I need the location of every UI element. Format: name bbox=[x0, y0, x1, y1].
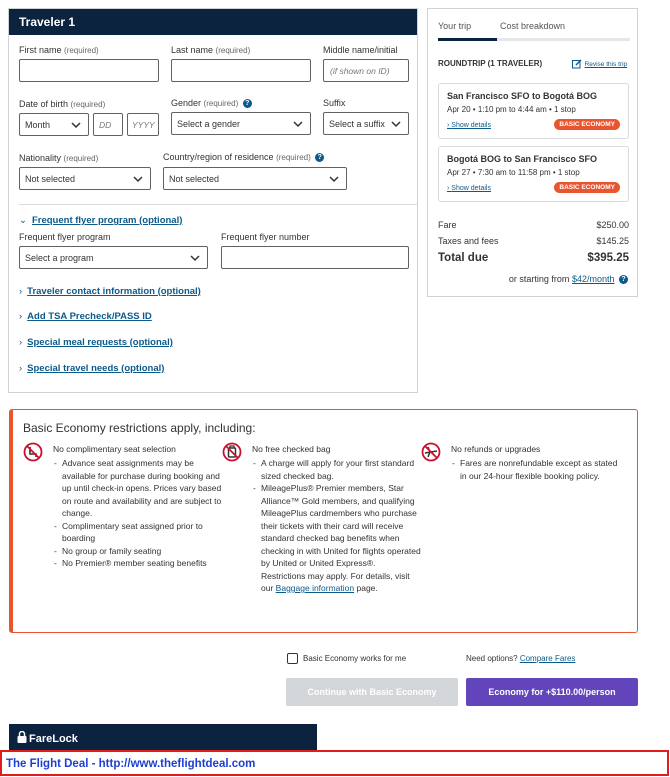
taxes-label: Taxes and fees bbox=[438, 236, 499, 246]
travel-needs-label: Special travel needs (optional) bbox=[27, 363, 165, 374]
restrictions-title: Basic Economy restrictions apply, including: bbox=[23, 421, 256, 435]
trip-summary-card bbox=[427, 8, 638, 297]
info-icon[interactable]: ? bbox=[243, 99, 252, 108]
ffn-label: Frequent flyer number bbox=[221, 232, 310, 242]
restriction-heading: No complimentary seat selection bbox=[53, 444, 176, 454]
last-name-label: Last name (required) bbox=[171, 45, 251, 55]
restriction-seat bbox=[23, 442, 223, 627]
chevron-right-icon: › bbox=[19, 363, 23, 374]
dob-day-placeholder: DD bbox=[99, 120, 112, 130]
compare-fares bbox=[466, 654, 575, 663]
flight-details: Apr 27 • 7:30 am to 11:58 pm • 1 stop bbox=[447, 168, 580, 177]
residence-select[interactable] bbox=[163, 167, 347, 190]
fare-row bbox=[438, 220, 629, 230]
middle-name-label: Middle name/initial bbox=[323, 45, 398, 55]
residence-label: Country/region of residence (required) ? bbox=[163, 152, 324, 162]
no-seat-icon bbox=[23, 442, 43, 462]
dob-year-input[interactable] bbox=[127, 113, 159, 136]
restriction-list bbox=[252, 457, 422, 595]
ffp-label: Frequent flyer program bbox=[19, 232, 111, 242]
chevron-down-icon bbox=[132, 173, 144, 185]
no-bag-icon bbox=[222, 442, 242, 462]
ffp-section-label: Frequent flyer program (optional) bbox=[31, 215, 183, 226]
chevron-down-icon bbox=[189, 252, 201, 264]
info-icon[interactable]: ? bbox=[619, 275, 628, 284]
restriction-heading: No free checked bag bbox=[252, 444, 331, 454]
starting-text: or starting from bbox=[508, 274, 570, 284]
watermark-banner bbox=[0, 750, 669, 776]
tab-your-trip[interactable]: Your trip bbox=[438, 21, 472, 31]
list-item-text: MileagePlus® Premier members, Star Alliance™ Gold members, and qualifying MileagePlus cardmembers who purchase their tickets with their card will receive standard checked bag benefits when checking in with United for flights operated by United or United Express®. Restrictions may apply. For details, visit our bbox=[261, 483, 421, 593]
monthly-payment bbox=[509, 274, 628, 284]
contact-info-link[interactable] bbox=[19, 286, 201, 297]
list-item: - No group or family seating bbox=[53, 545, 223, 558]
flight-details: Apr 20 • 1:10 pm to 4:44 am • 1 stop bbox=[447, 105, 576, 114]
list-item-suffix: page. bbox=[354, 583, 378, 593]
ffn-input[interactable] bbox=[221, 246, 409, 269]
flight-route: San Francisco SFO to Bogotá BOG bbox=[447, 91, 598, 101]
ffp-value: Select a program bbox=[25, 253, 94, 263]
trip-type: ROUNDTRIP (1 TRAVELER) bbox=[438, 59, 543, 68]
first-name-input[interactable] bbox=[19, 59, 159, 82]
continue-basic-economy-button[interactable]: Continue with Basic Economy bbox=[286, 678, 458, 706]
last-name-input[interactable] bbox=[171, 59, 311, 82]
checkbox-label: Basic Economy works for me bbox=[303, 654, 407, 663]
restriction-list bbox=[451, 457, 621, 482]
suffix-select[interactable] bbox=[323, 112, 409, 135]
revise-trip-label: Revise this trip bbox=[584, 61, 628, 68]
traveler-form-card bbox=[8, 8, 418, 393]
edit-icon bbox=[572, 59, 582, 69]
no-upgrade-plane-icon bbox=[421, 442, 441, 462]
suffix-label: Suffix bbox=[323, 98, 346, 108]
middle-name-placeholder: (if shown on ID) bbox=[330, 66, 390, 76]
total-value: $395.25 bbox=[587, 252, 629, 264]
dob-label: Date of birth (required) bbox=[19, 99, 106, 109]
gender-value: Select a gender bbox=[177, 119, 241, 129]
nationality-label: Nationality (required) bbox=[19, 153, 99, 163]
tsa-precheck-link[interactable] bbox=[19, 311, 152, 322]
tab-cost-breakdown[interactable]: Cost breakdown bbox=[500, 21, 566, 31]
farelock-title: FareLock bbox=[29, 733, 78, 745]
basic-economy-badge: BASIC ECONOMY bbox=[554, 119, 620, 130]
chevron-right-icon: › bbox=[19, 337, 23, 348]
info-icon[interactable]: ? bbox=[315, 153, 324, 162]
list-item: - Complimentary seat assigned prior to boarding bbox=[53, 520, 223, 545]
traveler-header: Traveler 1 bbox=[9, 9, 417, 35]
dob-day-input[interactable] bbox=[93, 113, 123, 136]
chevron-right-icon: › bbox=[19, 286, 23, 297]
flight-card-outbound bbox=[438, 83, 629, 139]
suffix-value: Select a suffix bbox=[329, 119, 385, 129]
restriction-refund bbox=[421, 442, 631, 522]
total-row bbox=[438, 252, 629, 264]
divider bbox=[19, 204, 417, 205]
restriction-bag bbox=[222, 442, 422, 627]
economy-upgrade-button[interactable]: Economy for +$110.00/person bbox=[466, 678, 638, 706]
chevron-right-icon: › bbox=[19, 311, 23, 322]
chevron-down-icon bbox=[70, 119, 82, 131]
dob-month-value: Month bbox=[25, 120, 51, 130]
travel-needs-link[interactable] bbox=[19, 363, 164, 374]
tsa-precheck-label: Add TSA Precheck/PASS ID bbox=[27, 311, 152, 322]
show-details-link[interactable]: › Show details bbox=[447, 122, 491, 129]
nationality-select[interactable] bbox=[19, 167, 151, 190]
chevron-down-icon bbox=[292, 118, 304, 130]
need-options-text: Need options? bbox=[466, 654, 518, 663]
basic-economy-badge: BASIC ECONOMY bbox=[554, 182, 620, 193]
residence-value: Not selected bbox=[169, 174, 220, 184]
meal-requests-link[interactable] bbox=[19, 337, 173, 348]
flight-route: Bogotá BOG to San Francisco SFO bbox=[447, 154, 598, 164]
dob-month-select[interactable] bbox=[19, 113, 89, 136]
lock-icon bbox=[17, 731, 27, 743]
list-item: - Advance seat assignments may be available for purchase during booking and up until check-in opens. Prices vary based on route and availability and are subject to change. bbox=[53, 457, 223, 520]
nationality-value: Not selected bbox=[25, 174, 76, 184]
basic-economy-restrictions bbox=[9, 409, 638, 633]
flight-card-return bbox=[438, 146, 629, 202]
chevron-down-icon bbox=[328, 173, 340, 185]
revise-trip-link[interactable] bbox=[572, 58, 627, 69]
list-item: - Fares are nonrefundable except as stated in our 24-hour flexible booking policy. bbox=[451, 457, 621, 482]
dob-year-placeholder: YYYY bbox=[132, 120, 155, 130]
fare-label: Fare bbox=[438, 220, 457, 230]
chevron-down-icon: ⌄ bbox=[19, 215, 27, 226]
restriction-heading: No refunds or upgrades bbox=[451, 444, 541, 454]
list-item: - A charge will apply for your first standard sized checked bag. bbox=[252, 457, 422, 482]
tab-active-indicator bbox=[438, 38, 497, 41]
farelock-header bbox=[9, 724, 317, 750]
basic-economy-checkbox[interactable] bbox=[287, 653, 298, 664]
fare-value: $250.00 bbox=[596, 220, 629, 230]
banner-text: The Flight Deal - http://www.theflightdeal.com bbox=[6, 758, 256, 770]
ffp-select[interactable] bbox=[19, 246, 208, 269]
compare-fares-link[interactable]: Compare Fares bbox=[519, 654, 576, 663]
gender-select[interactable] bbox=[171, 112, 311, 135]
taxes-value: $145.25 bbox=[596, 236, 629, 246]
ffp-section-toggle[interactable] bbox=[19, 215, 182, 226]
total-label: Total due bbox=[438, 252, 489, 264]
meal-requests-label: Special meal requests (optional) bbox=[27, 337, 173, 348]
baggage-info-link[interactable]: Baggage information bbox=[275, 583, 355, 593]
chevron-down-icon bbox=[390, 118, 402, 130]
restriction-list bbox=[53, 457, 223, 570]
list-item bbox=[252, 482, 422, 595]
list-item: - No Premier® member seating benefits bbox=[53, 557, 223, 570]
show-details-link[interactable]: › Show details bbox=[447, 185, 491, 192]
contact-info-label: Traveler contact information (optional) bbox=[27, 286, 201, 297]
middle-name-input[interactable] bbox=[323, 59, 409, 82]
gender-label: Gender (required) ? bbox=[171, 98, 252, 108]
taxes-row bbox=[438, 236, 629, 246]
first-name-label: First name (required) bbox=[19, 45, 99, 55]
monthly-payment-link[interactable]: $42/month bbox=[571, 274, 615, 284]
